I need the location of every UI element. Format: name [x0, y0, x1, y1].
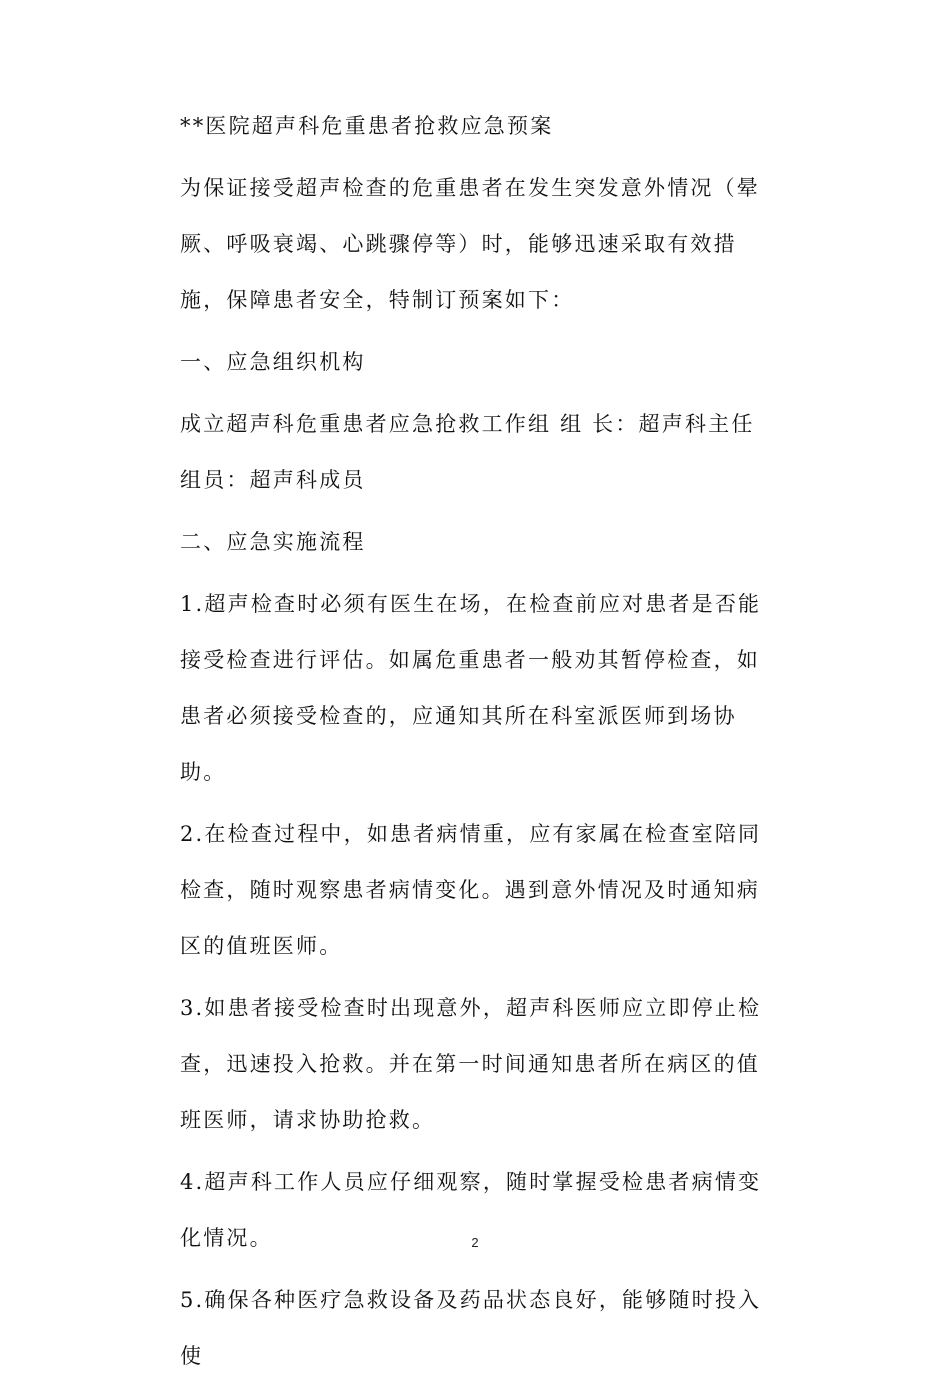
page-number: 2	[471, 1235, 479, 1250]
section-heading-organization: 一、应急组织机构	[180, 350, 366, 374]
procedure-item-1: 1.超声检查时必须有医生在场，在检查前应对患者是否能接受检查进行评估。如属危重患者一般劝其暂停检查，如患者必须接受检查的，应通知其所在科室派医师到场协助。	[180, 592, 762, 784]
organization-paragraph: 成立超声科危重患者应急抢救工作组 组 长：超声科主任 组员：超声科成员	[180, 412, 755, 492]
procedure-item-4: 4.超声科工作人员应仔细观察，随时掌握受检患者病情变化情况。	[180, 1170, 762, 1250]
document-body	[180, 98, 780, 1390]
section-heading-procedure: 二、应急实施流程	[180, 530, 366, 554]
procedure-item-5: 5.确保各种医疗急救设备及药品状态良好，能够随时投入使	[180, 1288, 762, 1368]
procedure-item-2: 2.在检查过程中，如患者病情重，应有家属在检查室陪同检查，随时观察患者病情变化。遇到意外情况及时通知病区的值班医师。	[180, 822, 762, 958]
document-title: **医院超声科危重患者抢救应急预案	[180, 114, 554, 138]
procedure-item-3: 3.如患者接受检查时出现意外，超声科医师应立即停止检查，迅速投入抢救。并在第一时间通知患者所在病区的值班医师，请求协助抢救。	[180, 996, 762, 1132]
intro-paragraph: 为保证接受超声检查的危重患者在发生突发意外情况（晕厥、呼吸衰竭、心跳骤停等）时，能够迅速采取有效措施，保障患者安全，特制订预案如下：	[180, 176, 760, 312]
